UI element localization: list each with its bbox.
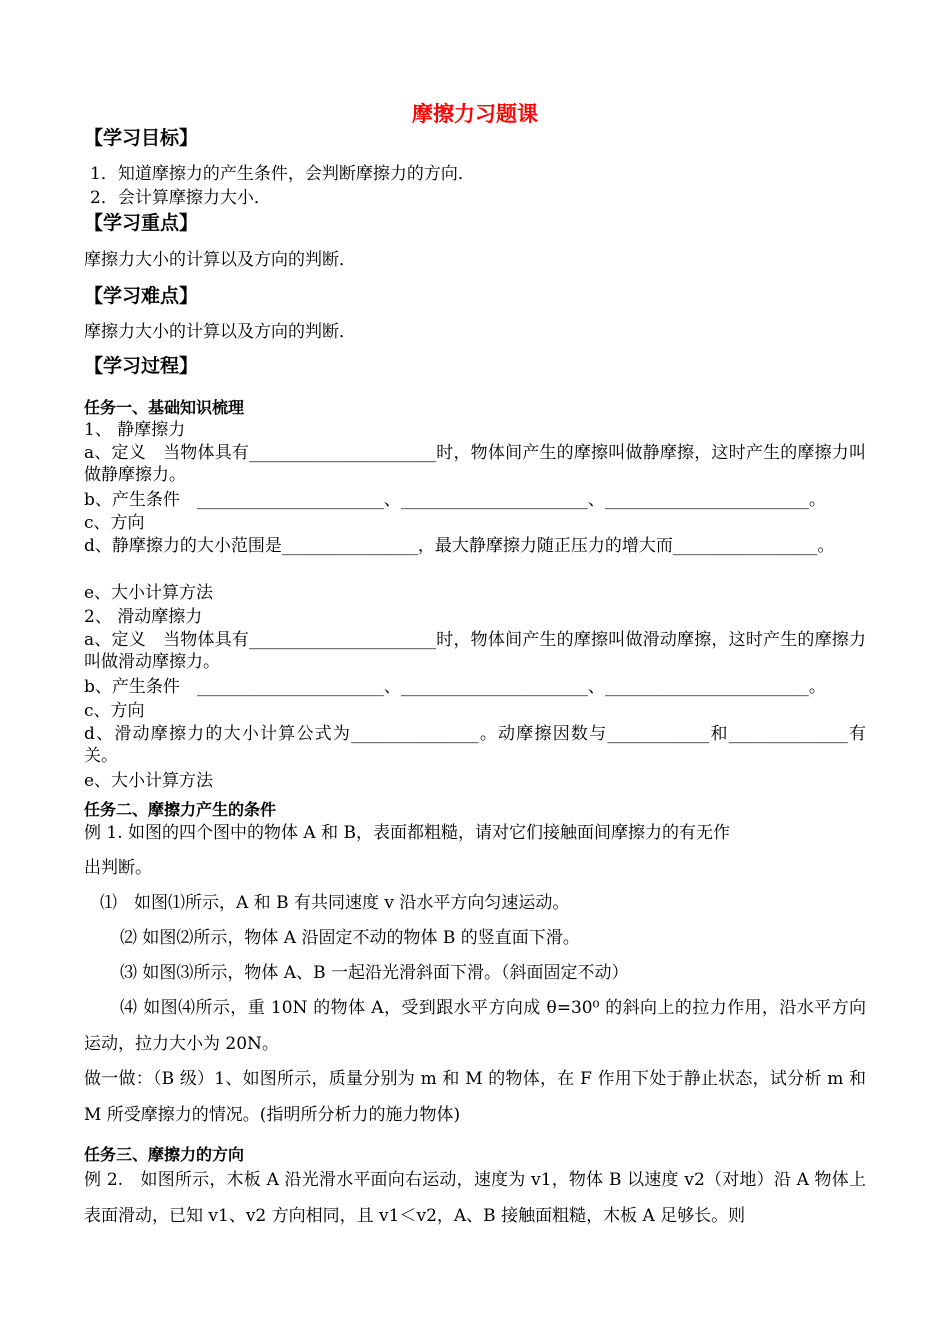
example-2: 例 2. 如图所示，木板 A 沿光滑水平面向右运动，速度为 v1，物体 B 以速度 v2（对地）沿 A 物体上表面滑动，已知 v1、v2 方向相同，且 v1＜v2，A、B 接触面粗糙，木板 A 足够长。则 bbox=[84, 1170, 866, 1226]
practice-1: 做一做：（B 级）1、如图所示，质量分别为 m 和 M 的物体，在 F 作用下处于静止状态，试分析 m 和 M 所受摩擦力的情况。(指明所分析力的施力物体) bbox=[84, 1069, 866, 1125]
kinetic-friction-conditions: b、产生条件 ______________________、______________________、________________________。 bbox=[84, 677, 826, 697]
case-2: ⑵ 如图⑵所示，物体 A 沿固定不动的物体 B 的竖直面下滑。 bbox=[120, 928, 580, 948]
task2-heading: 任务二、摩擦力产生的条件 bbox=[84, 800, 277, 819]
kinetic-friction-title: 2、 滑动摩擦力 bbox=[84, 607, 203, 627]
case-1: ⑴ 如图⑴所示，A 和 B 有共同速度 v 沿水平方向匀速运动。 bbox=[100, 893, 570, 913]
kinetic-friction-definition: a、定义 当物体具有______________________时，物体间产生的摩擦叫做滑动摩擦，这时产生的摩擦力叫做滑动摩擦力。 bbox=[84, 630, 866, 672]
page-title: 摩擦力习题课 bbox=[412, 102, 538, 126]
kinetic-friction-formula: d、滑动摩擦力的大小计算公式为_______________。动摩擦因数与____________和______________有关。 bbox=[84, 724, 866, 766]
process-heading: 【学习过程】 bbox=[84, 355, 199, 377]
kinetic-friction-calc: e、大小计算方法 bbox=[84, 771, 214, 791]
example-1: 例 1. 如图的四个图中的物体 A 和 B，表面都粗糙，请对它们接触面间摩擦力的有无作 bbox=[84, 823, 731, 843]
case-3: ⑶ 如图⑶所示，物体 A、B 一起沿光滑斜面下滑。（斜面固定不动） bbox=[120, 963, 629, 983]
key-heading: 【学习重点】 bbox=[84, 212, 199, 234]
static-friction-title: 1、 静摩擦力 bbox=[84, 420, 186, 440]
example-1-cont: 出判断。 bbox=[84, 858, 152, 878]
goal-2: 2．会计算摩擦力大小． bbox=[90, 188, 271, 208]
task3-heading: 任务三、摩擦力的方向 bbox=[84, 1145, 245, 1164]
difficulty-text: 摩擦力大小的计算以及方向的判断． bbox=[84, 322, 356, 342]
key-text: 摩擦力大小的计算以及方向的判断． bbox=[84, 250, 356, 270]
goals-heading: 【学习目标】 bbox=[84, 127, 199, 149]
case-4: ⑷ 如图⑷所示，重 10N 的物体 A，受到跟水平方向成 θ=30⁰ 的斜向上的拉力作用，沿水平方向运动，拉力大小为 20N。 bbox=[84, 998, 866, 1054]
static-friction-direction: c、方向 bbox=[84, 513, 145, 533]
difficulty-heading: 【学习难点】 bbox=[84, 285, 199, 307]
goal-1: 1．知道摩擦力的产生条件，会判断摩擦力的方向． bbox=[90, 164, 475, 184]
task1-heading: 任务一、基础知识梳理 bbox=[84, 398, 245, 417]
static-friction-conditions: b、产生条件 ______________________、______________________、________________________。 bbox=[84, 490, 826, 510]
static-friction-calc: e、大小计算方法 bbox=[84, 583, 214, 603]
static-friction-definition: a、定义 当物体具有______________________时，物体间产生的摩擦叫做静摩擦，这时产生的摩擦力叫做静摩擦力。 bbox=[84, 443, 866, 485]
kinetic-friction-direction: c、方向 bbox=[84, 701, 145, 721]
static-friction-range: d、静摩擦力的大小范围是________________，最大静摩擦力随正压力的增大而_________________。 bbox=[84, 536, 835, 556]
